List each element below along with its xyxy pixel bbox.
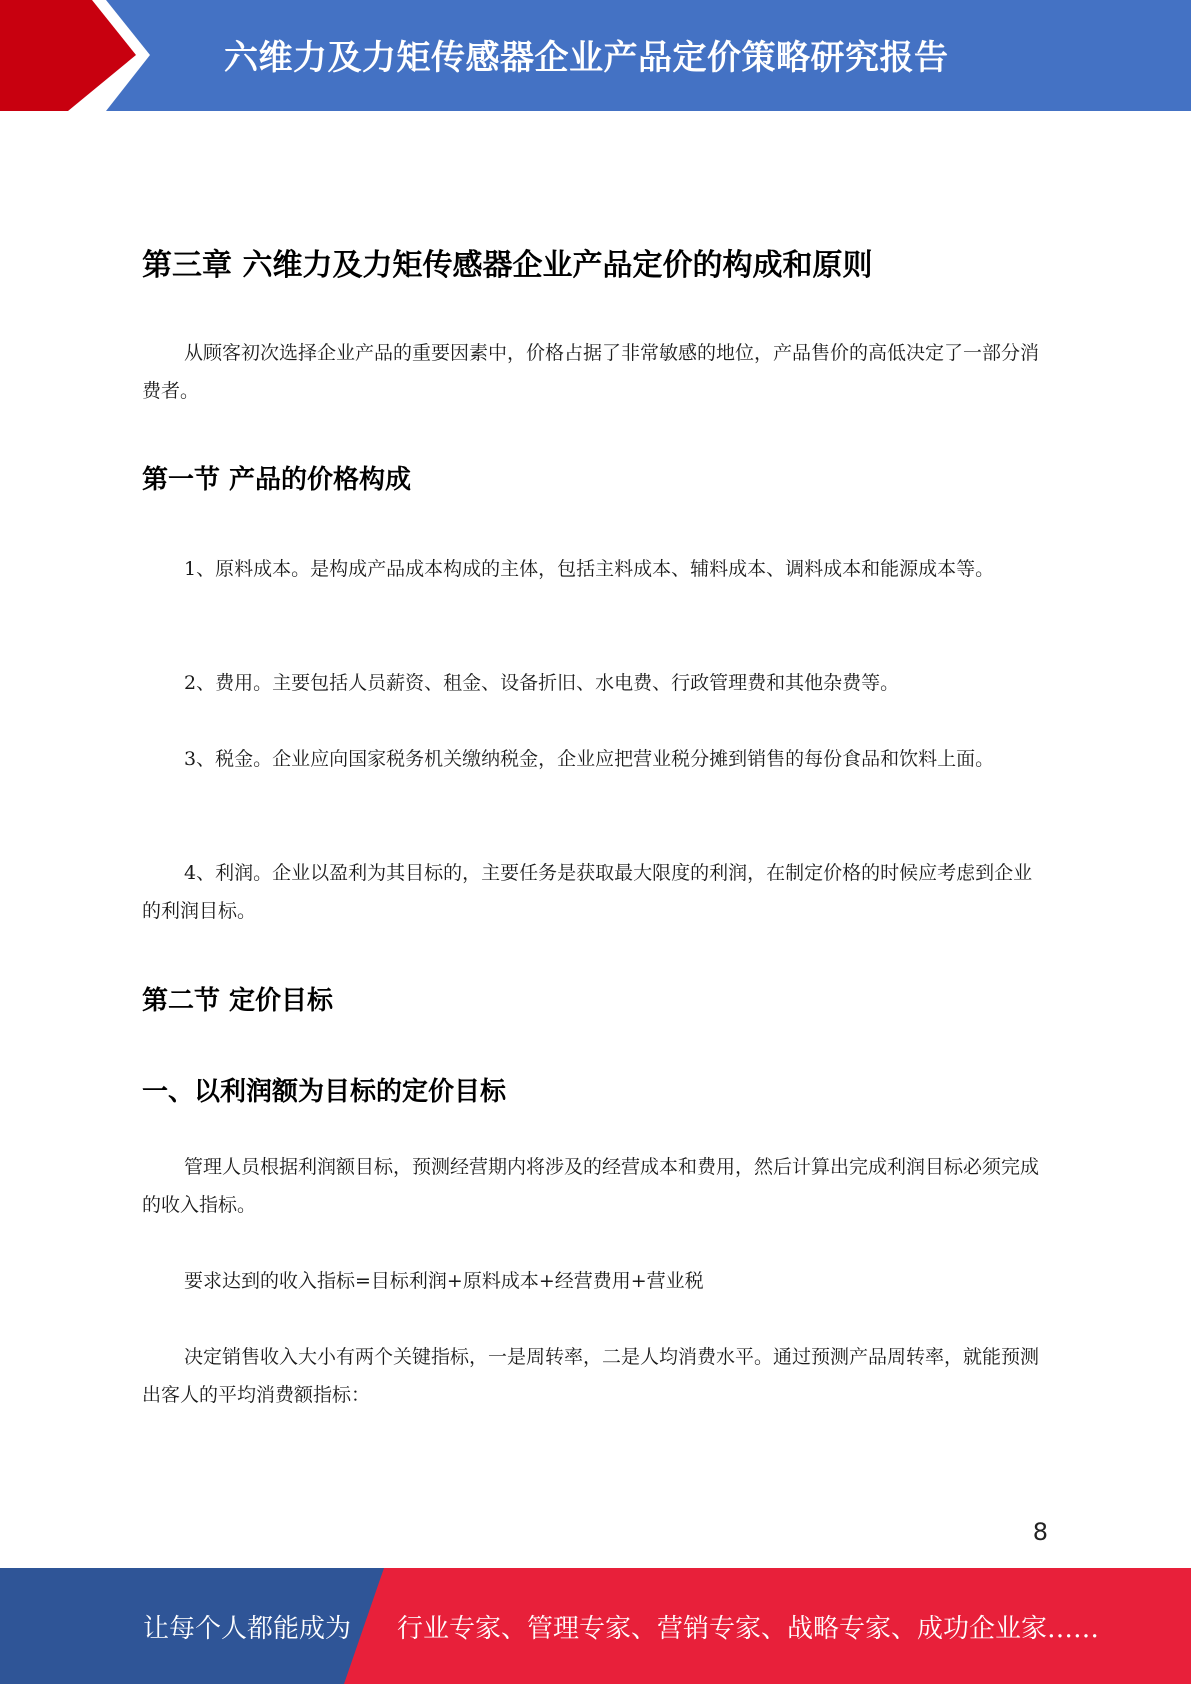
profit-target-paragraph: 管理人员根据利润额目标，预测经营期内将涉及的经营成本和费用，然后计算出完成利润目标必须完成的收入指标。 [142, 1156, 1040, 1216]
section-heading-pricing-goals: 第二节 定价目标 [142, 986, 334, 1016]
subsection-heading-profit-target: 一、以利润额为目标的定价目标 [142, 1077, 507, 1107]
chapter-intro-paragraph: 从顾客初次选择企业产品的重要因素中，价格占据了非常敏感的地位，产品售价的高低决定了一部分消费者。 [142, 342, 1040, 402]
turnover-paragraph: 决定销售收入大小有两个关键指标，一是周转率，二是人均消费水平。通过预测产品周转率，就能预测出客人的平均消费额指标： [142, 1346, 1040, 1406]
price-item-taxes: 3、税金。企业应向国家税务机关缴纳税金，企业应把营业税分摊到销售的每份食品和饮料上面。 [184, 748, 995, 770]
report-title: 六维力及力矩传感器企业产品定价策略研究报告 [224, 38, 949, 78]
price-item-expenses: 2、费用。主要包括人员薪资、租金、设备折旧、水电费、行政管理费和其他杂费等。 [184, 672, 900, 694]
revenue-formula: 要求达到的收入指标=目标利润+原料成本+经营费用+营业税 [184, 1270, 704, 1292]
price-item-profit: 4、利润。企业以盈利为其目标的，主要任务是获取最大限度的利润，在制定价格的时候应考虑到企业的利润目标。 [142, 862, 1033, 922]
page-number: 8 [1032, 1518, 1048, 1546]
section-heading-price-composition: 第一节 产品的价格构成 [142, 465, 412, 495]
footer-slogan-lead: 让每个人都能成为 [143, 1614, 352, 1644]
chapter-heading: 第三章 六维力及力矩传感器企业产品定价的构成和原则 [142, 248, 873, 283]
price-item-raw-material: 1、原料成本。是构成产品成本构成的主体，包括主料成本、辅料成本、调料成本和能源成本等。 [184, 558, 995, 580]
footer-slogan-roles: 行业专家、管理专家、营销专家、战略专家、成功企业家…… [397, 1614, 1100, 1644]
report-header-banner [0, 0, 1191, 111]
footer-banner [0, 1568, 1191, 1684]
